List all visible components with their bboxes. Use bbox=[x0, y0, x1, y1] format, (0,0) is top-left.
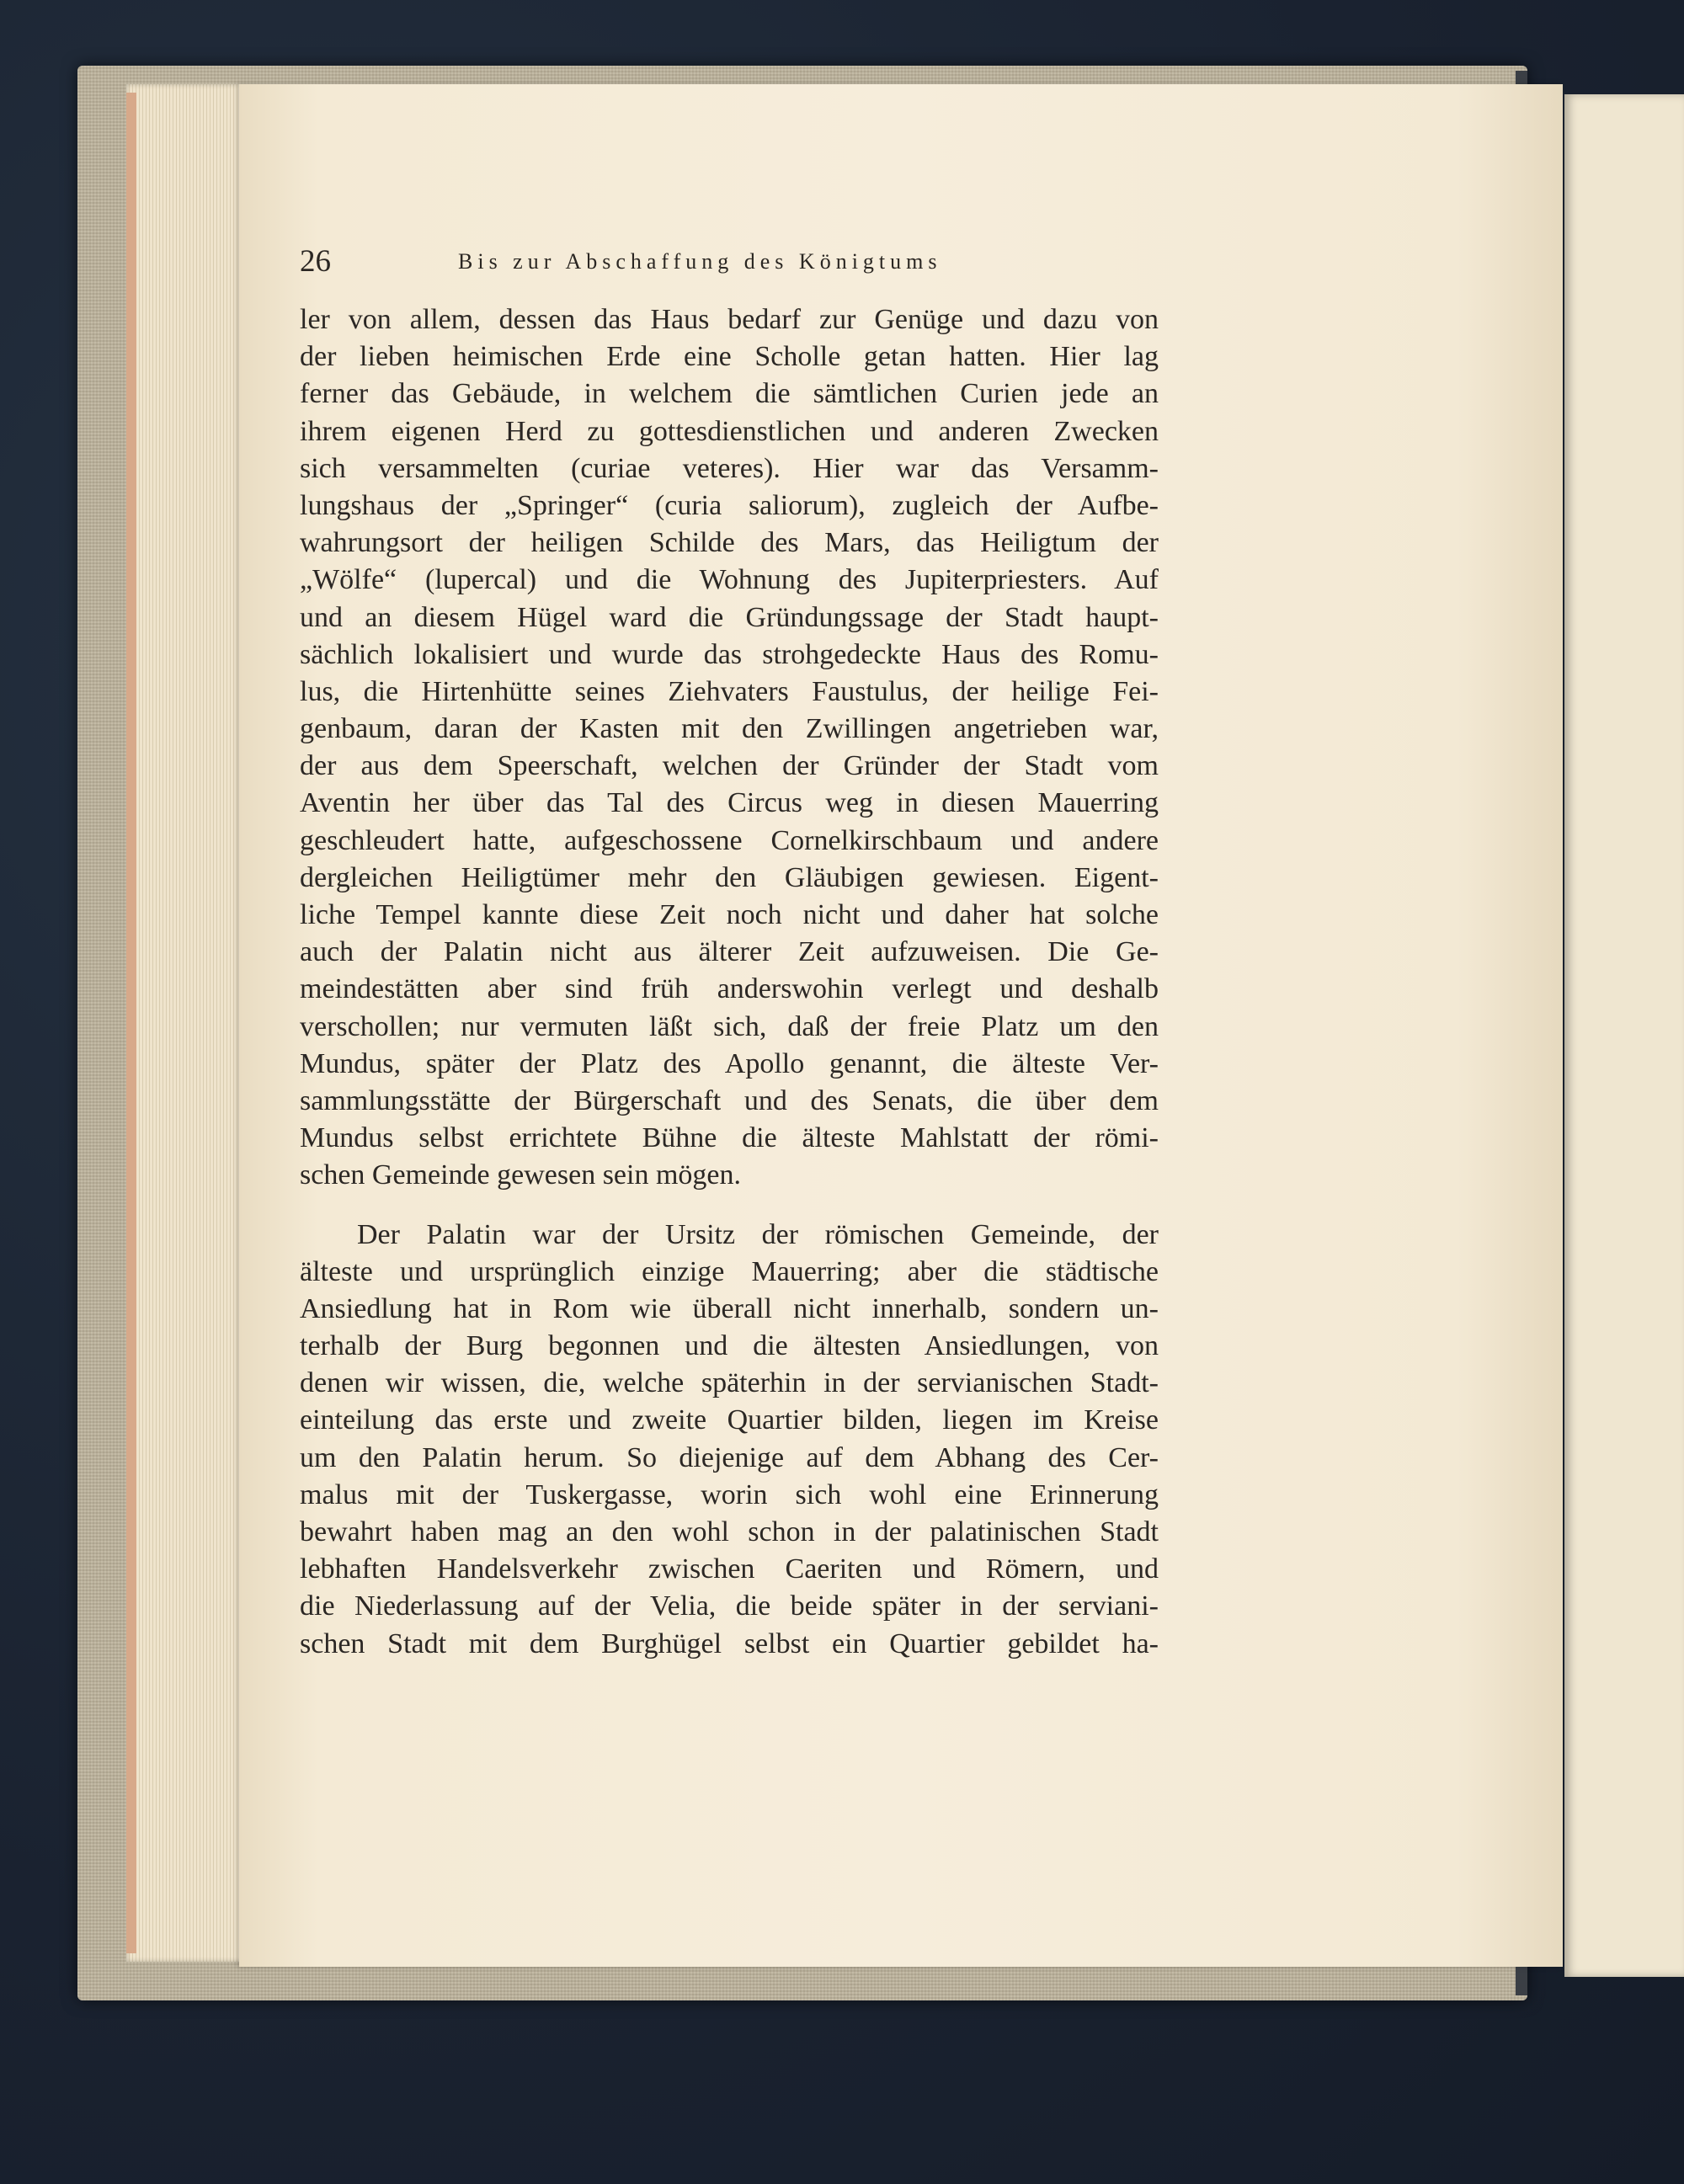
text-line: Aventin her über das Tal des Circus weg in diesen Mauerring bbox=[300, 787, 1159, 819]
text-line: sächlich lokalisiert und wurde das strohgedeckte Haus des Romu- bbox=[300, 638, 1159, 670]
text-line: ihrem eigenen Herd zu gottesdienstlichen und anderen Zwecken bbox=[300, 415, 1159, 447]
page-stack-edges bbox=[126, 84, 244, 1962]
paragraph-gap bbox=[300, 1195, 1159, 1217]
text-line: der lieben heimischen Erde eine Scholle getan hatten. Hier lag bbox=[300, 341, 1159, 373]
text-line: die Niederlassung auf der Velia, die beide später in der serviani- bbox=[300, 1590, 1159, 1622]
text-line: schen Stadt mit dem Burghügel selbst ein Quartier gebildet ha- bbox=[300, 1627, 1159, 1659]
text-line: lungshaus der „Springer“ (curia saliorum), zugleich der Aufbe- bbox=[300, 489, 1159, 521]
body-text bbox=[300, 301, 1159, 1663]
facing-page-edge bbox=[1564, 94, 1684, 1977]
text-line: einteilung das erste und zweite Quartier bilden, liegen im Kreise bbox=[300, 1404, 1159, 1436]
text-line: um den Palatin herum. So diejenige auf dem Abhang des Cer- bbox=[300, 1441, 1159, 1473]
text-line: Der Palatin war der Ursitz der römischen Gemeinde, der bbox=[357, 1218, 1159, 1250]
text-line: auch der Palatin nicht aus älterer Zeit aufzuweisen. Die Ge- bbox=[300, 936, 1159, 968]
text-line: ler von allem, dessen das Haus bedarf zur Genüge und dazu von bbox=[300, 304, 1159, 335]
text-line: genbaum, daran der Kasten mit den Zwillingen angetrieben war, bbox=[300, 713, 1159, 745]
text-line: denen wir wissen, die, welche späterhin in der servianischen Stadt- bbox=[300, 1367, 1159, 1399]
paragraph-1 bbox=[300, 301, 1159, 1195]
text-line: malus mit der Tuskergasse, worin sich wohl eine Erinnerung bbox=[300, 1478, 1159, 1510]
text-line: geschleudert hatte, aufgeschossene Cornelkirschbaum und andere bbox=[300, 824, 1159, 856]
text-line: Ansiedlung hat in Rom wie überall nicht innerhalb, sondern un- bbox=[300, 1292, 1159, 1324]
text-line: dergleichen Heiligtümer mehr den Gläubigen gewiesen. Eigent- bbox=[300, 861, 1159, 893]
paragraph-2 bbox=[300, 1217, 1159, 1663]
text-line: terhalb der Burg begonnen und die ältesten Ansiedlungen, von bbox=[300, 1330, 1159, 1362]
text-line: älteste und ursprünglich einzige Mauerring; aber die städtische bbox=[300, 1255, 1159, 1287]
text-line: liche Tempel kannte diese Zeit noch nicht und daher hat solche bbox=[300, 899, 1159, 930]
text-line: Mundus, später der Platz des Apollo genannt, die älteste Ver- bbox=[300, 1047, 1159, 1079]
text-line: wahrungsort der heiligen Schilde des Mars, das Heiligtum der bbox=[300, 527, 1159, 559]
text-line: sammlungsstätte der Bürgerschaft und des Senats, die über dem bbox=[300, 1084, 1159, 1116]
text-line: Mundus selbst errichtete Bühne die älteste Mahlstatt der römi- bbox=[300, 1122, 1159, 1154]
text-line: bewahrt haben mag an den wohl schon in der palatinischen Stadt bbox=[300, 1516, 1159, 1547]
page-header bbox=[300, 241, 1041, 283]
text-line: „Wölfe“ (lupercal) und die Wohnung des Jupiterpriesters. Auf bbox=[300, 564, 1159, 596]
text-line: meindestätten aber sind früh anderswohin verlegt und deshalb bbox=[300, 973, 1159, 1005]
page-number: 26 bbox=[300, 244, 331, 279]
text-line: ferner das Gebäude, in welchem die sämtlichen Curien jede an bbox=[300, 378, 1159, 410]
text-line: verschollen; nur vermuten läßt sich, daß der freie Platz um den bbox=[300, 1010, 1159, 1042]
text-line: lus, die Hirtenhütte seines Ziehvaters Faustulus, der heilige Fei- bbox=[300, 675, 1159, 707]
text-line: schen Gemeinde gewesen sein mögen. bbox=[300, 1159, 741, 1191]
text-line: sich versammelten (curiae veteres). Hier war das Versamm- bbox=[300, 452, 1159, 484]
page-edge-tint bbox=[126, 93, 136, 1953]
running-title: Bis zur Abschaffung des Königtums bbox=[458, 249, 942, 274]
text-line: der aus dem Speerschaft, welchen der Gründer der Stadt vom bbox=[300, 750, 1159, 782]
text-line: und an diesem Hügel ward die Gründungssage der Stadt haupt- bbox=[300, 601, 1159, 633]
text-line: lebhaften Handelsverkehr zwischen Caeriten und Römern, und bbox=[300, 1553, 1159, 1585]
